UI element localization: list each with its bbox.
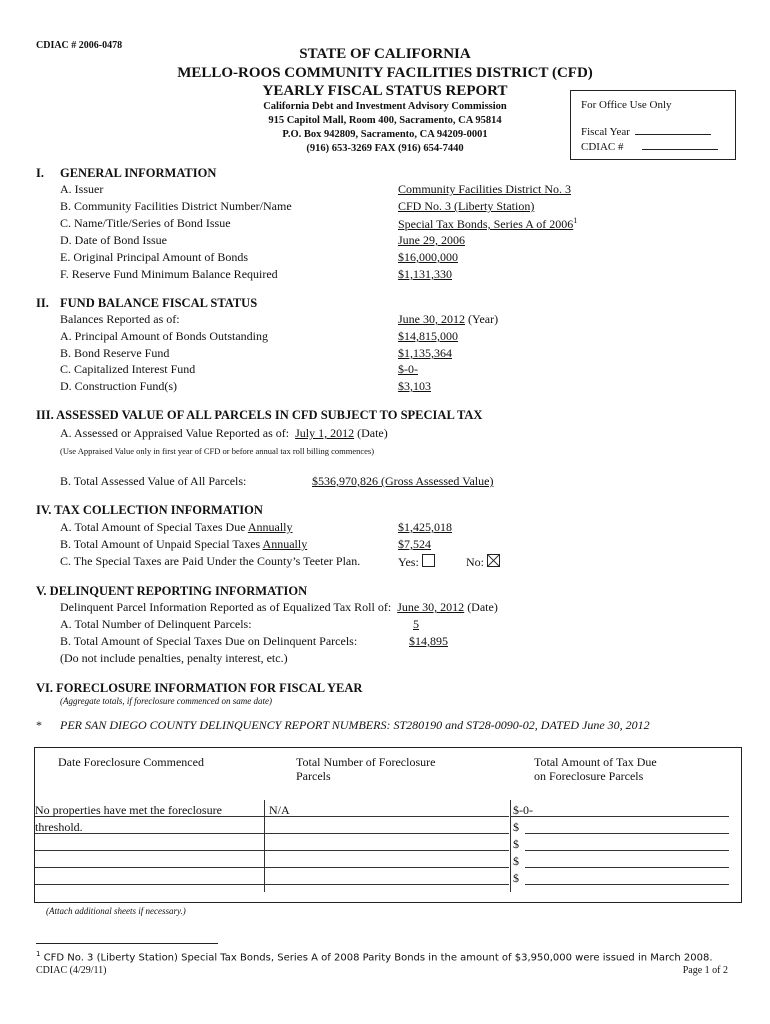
issuer-label: A. Issuer — [60, 182, 104, 196]
col-header-amount-1: Total Amount of Tax Due — [534, 755, 657, 769]
assessed-as-of-field — [60, 426, 388, 441]
reserve-min-label: F. Reserve Fund Minimum Balance Required — [60, 267, 278, 281]
page-title-cfd: MELLO-ROOS COMMUNITY FACILITIES DISTRICT (CFD) — [177, 65, 593, 81]
footnote-marker: 1 — [573, 216, 578, 225]
aggregate-note: (Aggregate totals, if foreclosure commenced on same date) — [60, 696, 272, 706]
delinquent-roll-value: June 30, 2012 — [397, 600, 465, 614]
foreclosure-table — [34, 747, 742, 903]
bond-title-label: C. Name/Title/Series of Bond Issue — [60, 216, 231, 230]
delinquent-amount-label: B. Total Amount of Special Taxes Due on Delinquent Parcels: — [60, 634, 358, 648]
row2-dollar: $ — [513, 820, 519, 834]
cdiac-field[interactable] — [581, 141, 718, 153]
teeter-yes-checkbox[interactable] — [422, 554, 435, 567]
teeter-yes-label: Yes: — [398, 555, 419, 569]
row1-date-line2: threshold. — [35, 820, 83, 834]
delinquent-note: (Do not include penalties, penalty interest, etc.) — [60, 651, 288, 665]
section-1-heading: GENERAL INFORMATION — [60, 166, 217, 180]
row-rule — [265, 867, 509, 868]
asterisk: * — [36, 718, 42, 732]
address-line-2: 915 Capitol Mall, Room 400, Sacramento, CA 95814 — [268, 115, 502, 126]
row1-amount: $-0- — [513, 803, 533, 817]
balances-as-of-value: June 30, 2012 — [398, 312, 465, 326]
teeter-no-label: No: — [466, 555, 484, 569]
section-1-number: I. — [36, 166, 44, 180]
balances-as-of-suffix: (Year) — [468, 312, 499, 326]
bond-title-field — [398, 216, 577, 232]
construction-label: D. Construction Fund(s) — [60, 379, 177, 393]
row3-dollar: $ — [513, 837, 519, 851]
total-assessed-value: $536,970,826 (Gross Assessed Value) — [312, 474, 494, 488]
teeter-plan-label: C. The Special Taxes are Paid Under the County’s Teeter Plan. — [60, 554, 361, 568]
outstanding-value: $14,815,000 — [398, 329, 458, 343]
row-rule — [35, 884, 264, 885]
principal-value: $16,000,000 — [398, 250, 458, 264]
reserve-fund-value: $1,135,364 — [398, 346, 452, 360]
teeter-no-checkbox[interactable] — [487, 554, 500, 567]
row-rule — [265, 884, 509, 885]
row-rule — [525, 884, 729, 885]
delinquent-roll-label: Delinquent Parcel Information Reported as of Equalized Tax Roll of: — [60, 600, 392, 614]
issue-date-value: June 29, 2006 — [398, 233, 465, 247]
issue-date-label: D. Date of Bond Issue — [60, 233, 167, 247]
cfd-name-value: CFD No. 3 (Liberty Station) — [398, 199, 535, 213]
footnote-number: 1 — [36, 950, 41, 958]
row1-date-line1: No properties have met the foreclosure — [35, 803, 222, 817]
col-header-count-2: Parcels — [296, 769, 331, 783]
col-header-amount-2: on Foreclosure Parcels — [534, 769, 644, 783]
bond-title-value: Special Tax Bonds, Series A of 2006 — [398, 217, 574, 231]
delinquent-roll-field — [60, 600, 498, 615]
cap-interest-value: $-0- — [398, 362, 418, 376]
cdiac-number: CDIAC # 2006-0478 — [36, 40, 123, 51]
column-divider — [264, 800, 265, 892]
construction-value: $3,103 — [398, 379, 431, 393]
appraised-value-note: (Use Appraised Value only in first year of CFD or before annual tax roll billing commences) — [60, 446, 375, 456]
taxes-due-label: A. Total Amount of Special Taxes Due — [60, 520, 246, 534]
row-rule — [35, 816, 264, 817]
row-rule — [525, 833, 729, 834]
row5-dollar: $ — [513, 871, 519, 885]
section-3-heading: III. ASSESSED VALUE OF ALL PARCELS IN CFD SUBJECT TO SPECIAL TAX — [36, 408, 483, 422]
row-rule — [525, 850, 729, 851]
fiscal-year-field[interactable] — [581, 126, 711, 138]
form-id: CDIAC (4/29/11) — [36, 965, 107, 976]
section-4-heading: IV. TAX COLLECTION INFORMATION — [36, 503, 263, 517]
fiscal-year-blank[interactable] — [635, 134, 711, 135]
address-line-4: (916) 653-3269 FAX (916) 654-7440 — [306, 143, 464, 154]
unpaid-taxes-field — [60, 537, 307, 552]
row-rule — [35, 867, 264, 868]
cap-interest-label: C. Capitalized Interest Fund — [60, 362, 196, 376]
page-title-report: YEARLY FISCAL STATUS REPORT — [262, 83, 508, 99]
balances-as-of-field — [398, 312, 498, 327]
taxes-due-annually: Annually — [247, 520, 293, 534]
delinquent-count-value: 5 — [413, 617, 419, 631]
page-number: Page 1 of 2 — [682, 965, 728, 976]
issuer-value: Community Facilities District No. 3 — [398, 182, 571, 196]
taxes-due-field — [60, 520, 293, 535]
col-header-count-1: Total Number of Foreclosure — [296, 755, 436, 769]
row-rule — [265, 833, 509, 834]
footnote — [36, 950, 713, 963]
outstanding-label: A. Principal Amount of Bonds Outstanding — [60, 329, 268, 343]
row-rule — [265, 816, 509, 817]
row4-dollar: $ — [513, 854, 519, 868]
section-5-heading: V. DELINQUENT REPORTING INFORMATION — [36, 584, 308, 598]
section-6-heading: VI. FORECLOSURE INFORMATION FOR FISCAL YEAR — [36, 681, 363, 695]
page-title-state: STATE OF CALIFORNIA — [299, 46, 471, 62]
attach-sheets-note: (Attach additional sheets if necessary.) — [46, 906, 186, 916]
column-divider — [510, 800, 511, 892]
row-rule — [525, 867, 729, 868]
fiscal-year-label: Fiscal Year — [581, 126, 630, 138]
row-rule — [35, 850, 264, 851]
reserve-fund-label: B. Bond Reserve Fund — [60, 346, 170, 360]
row-rule — [35, 833, 264, 834]
teeter-yes-option[interactable] — [398, 554, 435, 570]
unpaid-taxes-label: B. Total Amount of Unpaid Special Taxes — [60, 537, 261, 551]
assessed-as-of-suffix: (Date) — [357, 426, 388, 440]
address-line-3: P.O. Box 942809, Sacramento, CA 94209-0001 — [282, 129, 488, 140]
cdiac-blank[interactable] — [642, 149, 718, 150]
principal-label: E. Original Principal Amount of Bonds — [60, 250, 248, 264]
total-assessed-label: B. Total Assessed Value of All Parcels: — [60, 474, 247, 488]
row1-count: N/A — [269, 803, 290, 817]
row-rule — [511, 816, 729, 817]
section-2-heading: FUND BALANCE FISCAL STATUS — [60, 296, 258, 310]
cdiac-label: CDIAC # — [581, 141, 624, 153]
assessed-as-of-value: July 1, 2012 — [295, 426, 355, 440]
delinquent-amount-value: $14,895 — [409, 634, 448, 648]
unpaid-taxes-value: $7,524 — [398, 537, 431, 551]
address-line-1: California Debt and Investment Advisory Commission — [263, 101, 507, 112]
taxes-due-value: $1,425,018 — [398, 520, 452, 534]
assessed-as-of-label: A. Assessed or Appraised Value Reported as of: — [60, 426, 290, 440]
cfd-name-label: B. Community Facilities District Number/Name — [60, 199, 292, 213]
footnote-text: CFD No. 3 (Liberty Station) Special Tax Bonds, Series A of 2008 Parity Bonds in the amount of $3,950,000 were issued in March 2008. — [43, 952, 713, 964]
delinquent-count-label: A. Total Number of Delinquent Parcels: — [60, 617, 252, 631]
delinquency-report-note: PER SAN DIEGO COUNTY DELINQUENCY REPORT NUMBERS: ST280190 and ST28-0090-02, DATED June 30, 2012 — [60, 718, 650, 732]
unpaid-taxes-annually: Annually — [262, 537, 308, 551]
balances-as-of-label: Balances Reported as of: — [60, 312, 180, 326]
office-use-title: For Office Use Only — [581, 99, 672, 111]
footnote-rule — [36, 943, 218, 944]
reserve-min-value: $1,131,330 — [398, 267, 452, 281]
col-header-date: Date Foreclosure Commenced — [58, 755, 204, 769]
teeter-no-option[interactable] — [466, 554, 500, 570]
row-rule — [265, 850, 509, 851]
office-use-box — [570, 90, 736, 160]
section-2-number: II. — [36, 296, 49, 310]
delinquent-roll-suffix: (Date) — [467, 600, 498, 614]
